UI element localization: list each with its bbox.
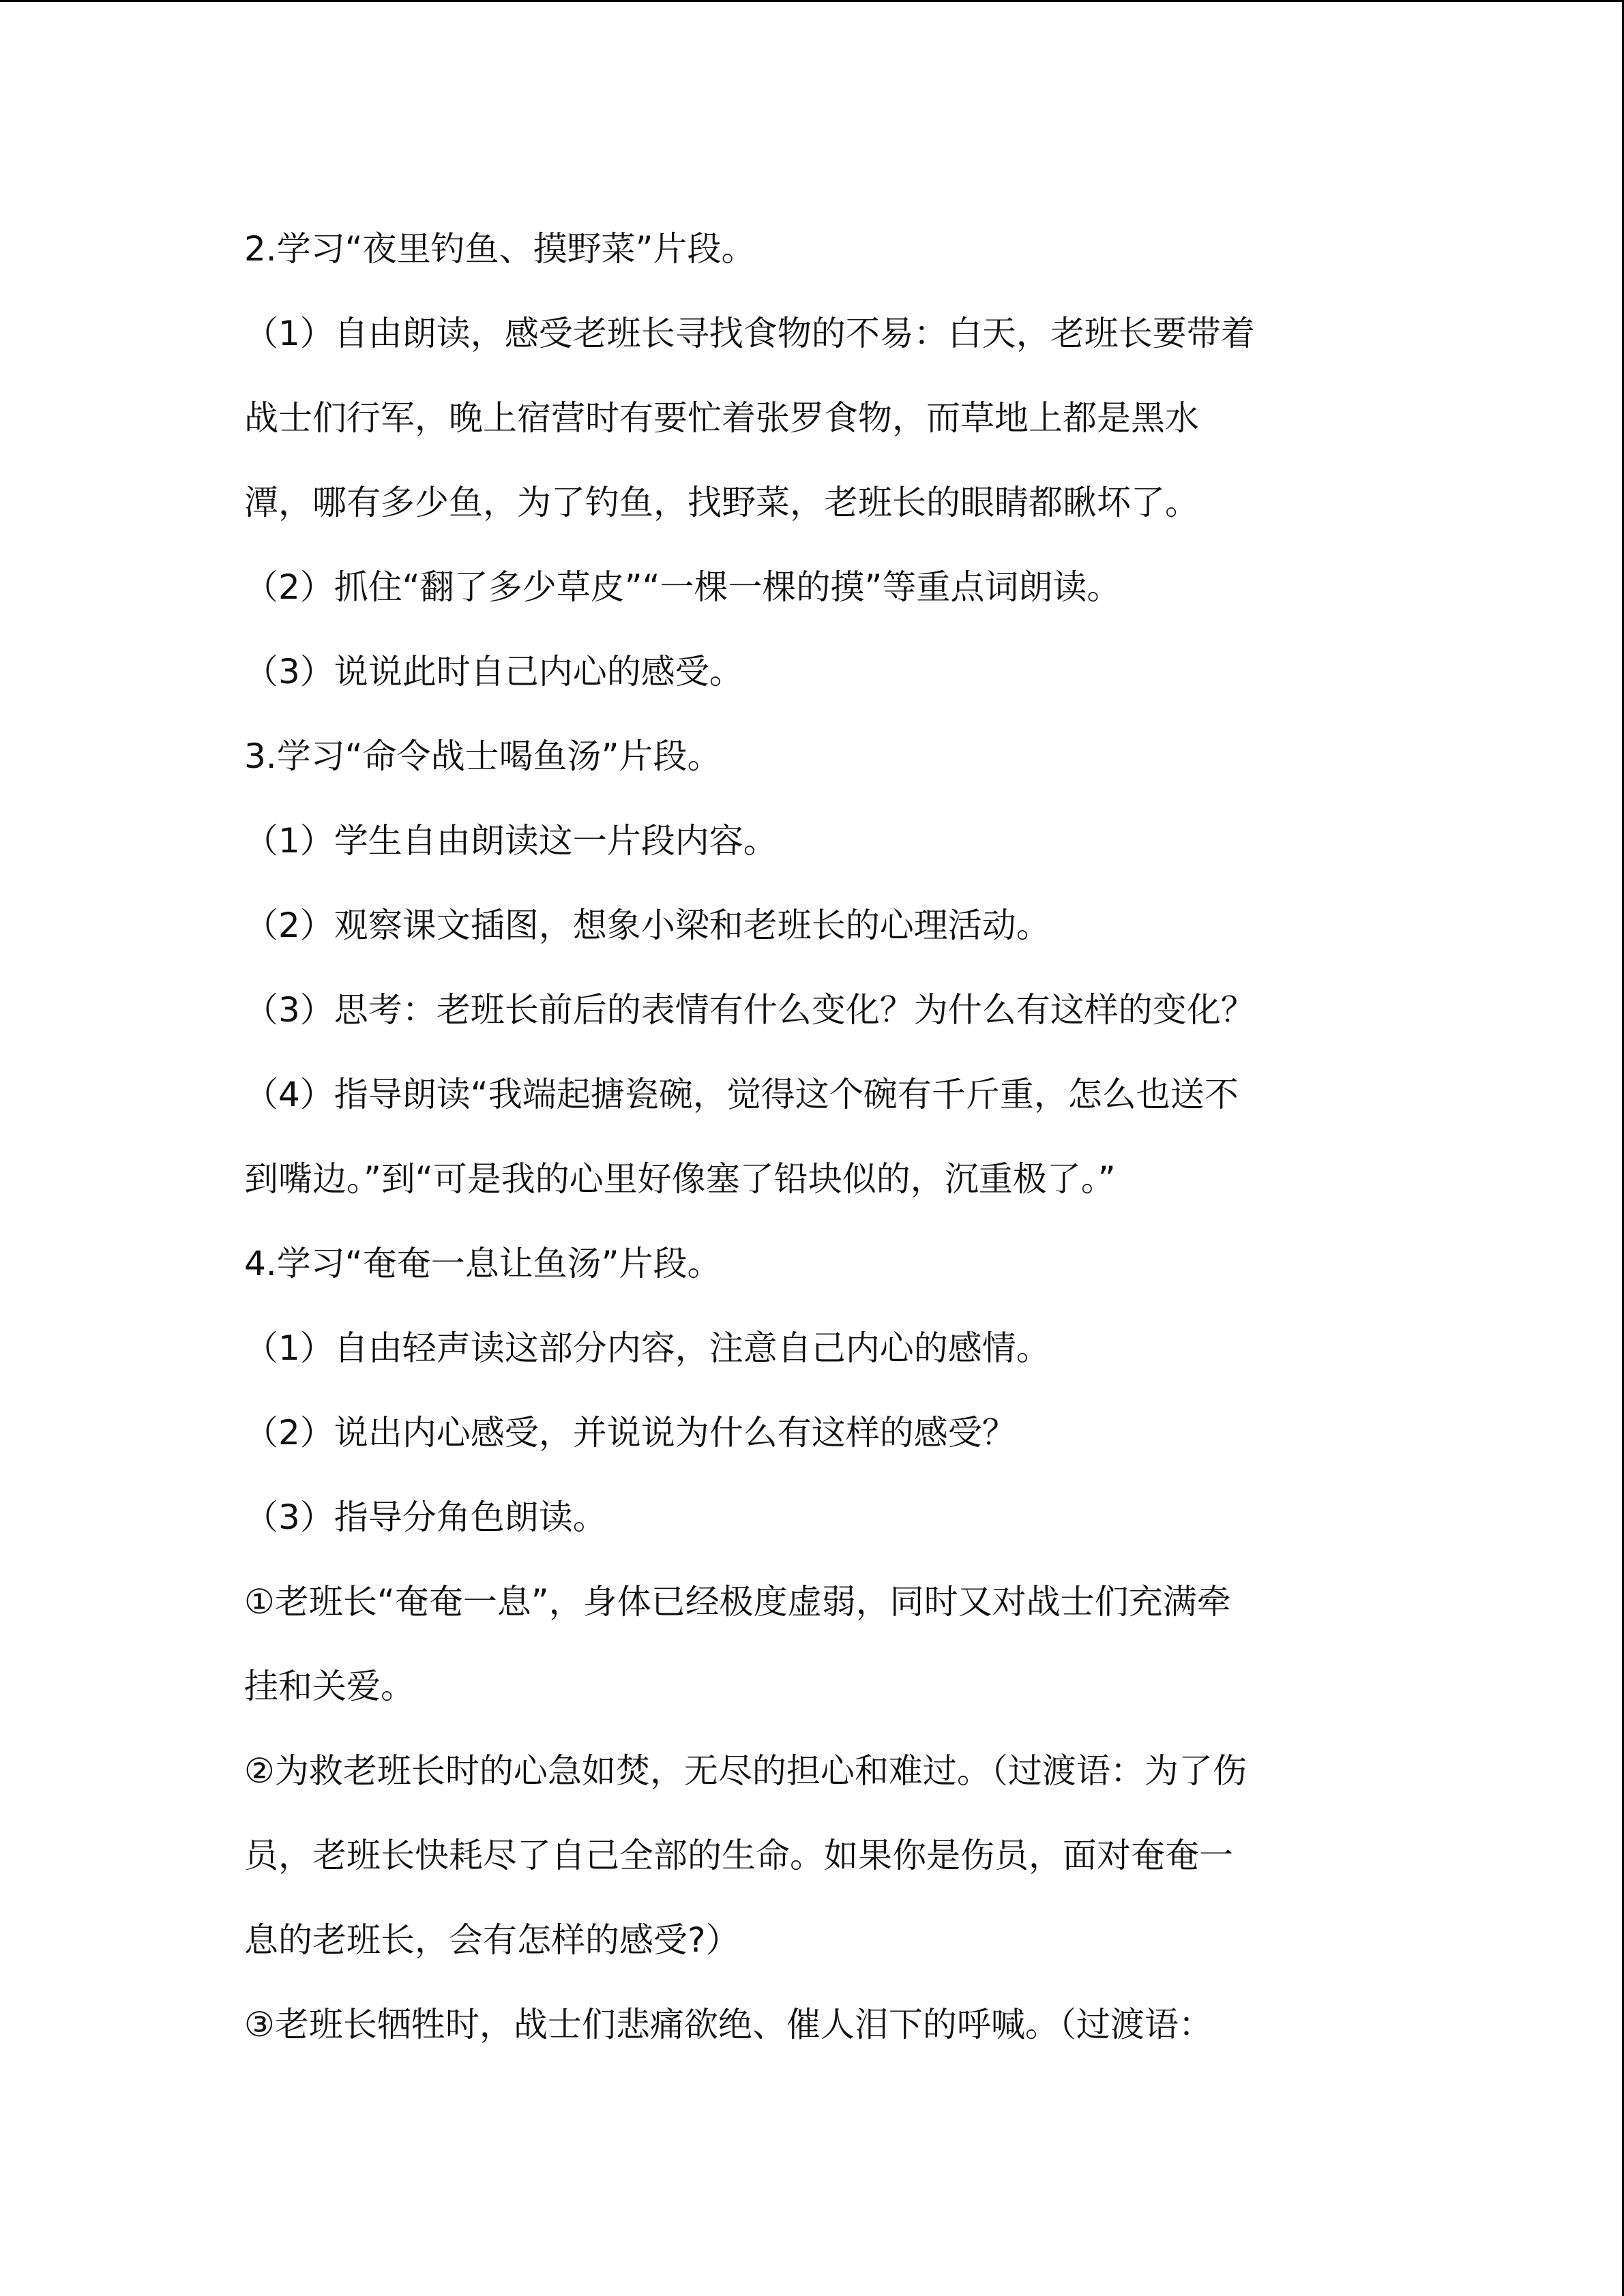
text-line: 挂和关爱。 <box>244 1667 415 1706</box>
text-line: （2）抓住“翻了多少草皮”“一棵一棵的摸”等重点词朗读。 <box>244 567 1121 607</box>
text-line: ③老班长牺牲时，战士们悲痛欲绝、催人泪下的呼喊。（过渡语： <box>244 2005 1213 2044</box>
text-line: （3）思考：老班长前后的表情有什么变化？为什么有这样的变化？ <box>244 990 1255 1030</box>
text-line: 息的老班长，会有怎样的感受?） <box>244 1920 740 1960</box>
text-line: 2.学习“夜里钓鱼、摸野菜”片段。 <box>244 229 756 269</box>
text-line: （1）自由朗读，感受老班长寻找食物的不易：白天，老班长要带着 <box>244 314 1255 353</box>
text-line: ②为救老班长时的心急如焚，无尽的担心和难过。（过渡语：为了伤 <box>244 1751 1247 1791</box>
text-line: （4）指导朗读“我端起搪瓷碗，觉得这个碗有千斤重，怎么也送不 <box>244 1075 1239 1114</box>
text-line: 3.学习“命令战士喝鱼汤”片段。 <box>244 736 722 776</box>
text-line: 到嘴边。”到“可是我的心里好像塞了铅块似的，沉重极了。” <box>244 1159 1116 1199</box>
text-line: ①老班长“奄奄一息”，身体已经极度虚弱，同时又对战士们充满牵 <box>244 1582 1231 1622</box>
text-line: 4.学习“奄奄一息让鱼汤”片段。 <box>244 1244 722 1283</box>
text-line: （2）观察课文插图，想象小梁和老班长的心理活动。 <box>244 906 1050 945</box>
document-body <box>244 207 1376 2067</box>
text-line: 战士们行军，晚上宿营时有要忙着张罗食物，而草地上都是黑水 <box>244 398 1199 438</box>
text-line: （3）指导分角色朗读。 <box>244 1497 607 1537</box>
text-line: 员，老班长快耗尽了自己全部的生命。如果你是伤员，面对奄奄一 <box>244 1836 1233 1875</box>
text-line: （1）自由轻声读这部分内容，注意自己内心的感情。 <box>244 1328 1050 1368</box>
text-line: 潭，哪有多少鱼，为了钓鱼，找野菜，老班长的眼睛都瞅坏了。 <box>244 483 1199 522</box>
text-line: （2）说出内心感受，并说说为什么有这样的感受？ <box>244 1413 1016 1452</box>
text-line: （1）学生自由朗读这一片段内容。 <box>244 821 778 861</box>
text-line: （3）说说此时自己内心的感受。 <box>244 652 743 691</box>
